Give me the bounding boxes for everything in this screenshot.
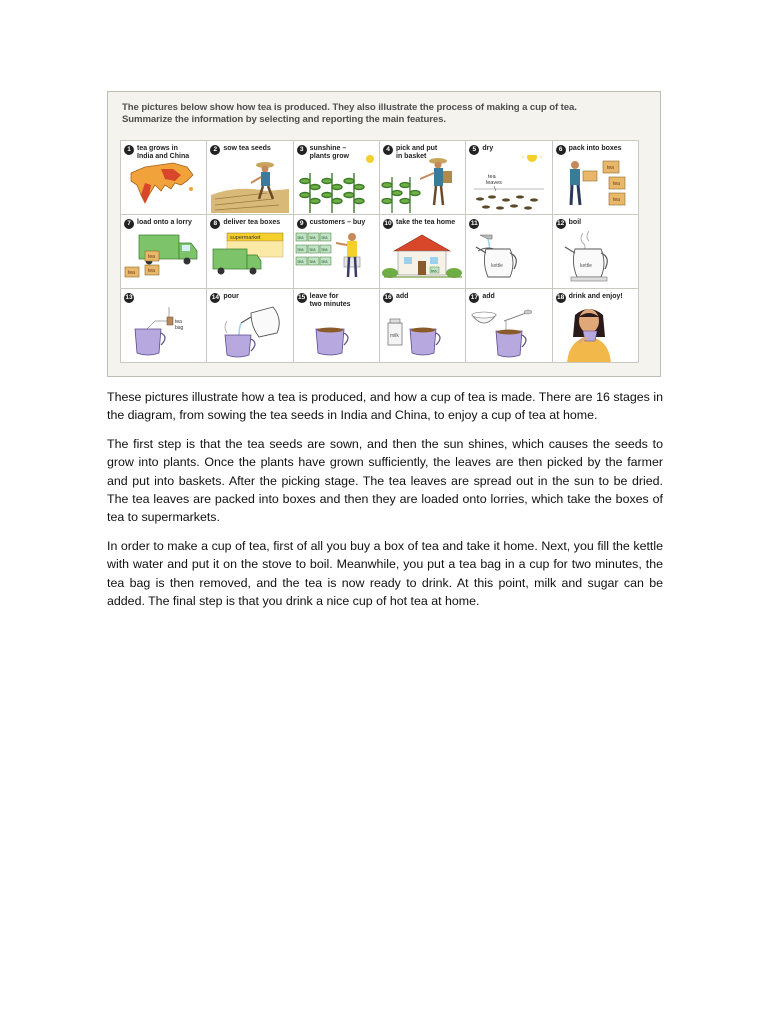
step-panel-10 bbox=[380, 215, 466, 289]
house-icon bbox=[380, 229, 466, 289]
steps-grid bbox=[120, 140, 639, 363]
step-panel-2 bbox=[207, 141, 293, 215]
step-number: 8 bbox=[210, 219, 220, 229]
step-label: tea grows in India and China bbox=[137, 145, 190, 160]
svg-text:tea: tea bbox=[309, 235, 316, 240]
step-label: pack into boxes bbox=[568, 145, 622, 152]
step-number: 16 bbox=[384, 294, 392, 301]
svg-text:milk: milk bbox=[390, 333, 399, 339]
step-panel-15 bbox=[294, 289, 380, 363]
instruction-line-2: Summarize the information by selecting and reporting the main features. bbox=[122, 114, 446, 125]
svg-text:tea: tea bbox=[431, 268, 437, 273]
shopper-icon bbox=[294, 229, 380, 289]
farmer-picking-icon bbox=[380, 155, 466, 215]
svg-text:tea: tea bbox=[321, 235, 328, 240]
step-number: 9 bbox=[297, 219, 307, 229]
step-number: 6 bbox=[556, 145, 566, 155]
essay-paragraph-1: These pictures illustrate how a tea is produced, and how a cup of tea is made. There are 16 stages in the diagram, from sowing the tea seeds in India and China, to enjoy a cup of tea at home. bbox=[107, 390, 663, 423]
step-panel-17 bbox=[466, 289, 552, 363]
step-number: 13 bbox=[125, 294, 133, 301]
woman-drinking-icon bbox=[553, 303, 639, 363]
step-label: customers – buy bbox=[309, 219, 366, 226]
kettle-boiling-icon bbox=[553, 229, 639, 289]
step-panel-6 bbox=[553, 141, 639, 215]
map-icon bbox=[121, 155, 207, 215]
figure-instructions bbox=[122, 102, 642, 126]
step-label: boil bbox=[568, 219, 582, 226]
essay-text bbox=[107, 388, 663, 620]
step-label: take the tea home bbox=[396, 219, 456, 226]
kettle-filling-icon bbox=[466, 229, 552, 289]
step-label: sunshine – plants grow bbox=[309, 145, 349, 160]
step-label: deliver tea boxes bbox=[223, 219, 281, 226]
step-number: 5 bbox=[469, 145, 479, 155]
step-label: add bbox=[396, 293, 409, 300]
svg-text:tea: tea bbox=[128, 270, 135, 276]
svg-text:tea: tea bbox=[321, 259, 328, 264]
step-panel-14 bbox=[207, 289, 293, 363]
step-number: 18 bbox=[557, 294, 565, 301]
svg-text:tea: tea bbox=[297, 247, 304, 252]
step-label: sow tea seeds bbox=[223, 145, 271, 152]
svg-text:leaves: leaves bbox=[486, 180, 503, 186]
svg-text:tea: tea bbox=[612, 181, 620, 187]
svg-text:tea: tea bbox=[309, 259, 316, 264]
step-number: 17 bbox=[470, 294, 478, 301]
step-panel-3 bbox=[294, 141, 380, 215]
step-number: 10 bbox=[384, 220, 392, 227]
sugar-cup-icon bbox=[466, 303, 552, 363]
svg-text:tea: tea bbox=[297, 235, 304, 240]
step-label: drink and enjoy! bbox=[568, 293, 623, 300]
step-panel-11 bbox=[466, 215, 552, 289]
svg-text:tea: tea bbox=[148, 254, 155, 260]
svg-text:kettle: kettle bbox=[491, 263, 504, 269]
step-number: 7 bbox=[124, 219, 134, 229]
step-panel-12 bbox=[553, 215, 639, 289]
step-number: 1 bbox=[124, 145, 134, 155]
svg-text:bag: bag bbox=[175, 325, 184, 331]
pour-kettle-icon bbox=[207, 303, 293, 363]
plants-sun-icon bbox=[294, 155, 380, 215]
step-number: 4 bbox=[383, 145, 393, 155]
step-label: leave for two minutes bbox=[309, 293, 351, 308]
step-number: 3 bbox=[297, 145, 307, 155]
step-number: 2 bbox=[210, 145, 220, 155]
drying-leaves-icon bbox=[466, 155, 552, 215]
step-number: 14 bbox=[211, 294, 219, 301]
svg-text:kettle: kettle bbox=[579, 263, 592, 269]
step-panel-1 bbox=[121, 141, 207, 215]
step-number: 12 bbox=[557, 220, 565, 227]
svg-text:tea: tea bbox=[175, 319, 182, 325]
step-number: 11 bbox=[470, 220, 478, 227]
svg-text:tea: tea bbox=[612, 197, 620, 203]
step-label: add bbox=[482, 293, 495, 300]
step-panel-13 bbox=[121, 289, 207, 363]
instruction-line-1: The pictures below show how tea is produced. They also illustrate the process of making a cup of tea. bbox=[122, 102, 577, 113]
svg-text:tea: tea bbox=[488, 174, 496, 180]
lorry-icon bbox=[121, 229, 207, 289]
step-panel-18 bbox=[553, 289, 639, 363]
step-panel-8 bbox=[207, 215, 293, 289]
step-panel-9 bbox=[294, 215, 380, 289]
supermarket-icon bbox=[207, 229, 293, 289]
svg-text:tea: tea bbox=[321, 247, 328, 252]
step-panel-16 bbox=[380, 289, 466, 363]
step-label: pick and put in basket bbox=[396, 145, 438, 160]
svg-text:tea: tea bbox=[606, 165, 614, 171]
step-number: 15 bbox=[298, 294, 306, 301]
step-panel-4 bbox=[380, 141, 466, 215]
step-label: pour bbox=[223, 293, 239, 300]
packing-boxes-icon bbox=[553, 155, 639, 215]
milk-cup-icon bbox=[380, 303, 466, 363]
svg-text:tea: tea bbox=[297, 259, 304, 264]
essay-paragraph-3: In order to make a cup of tea, first of all you buy a box of tea and take it home. Next, you fill the kettle with water and put it on the stove to boil. Meanwhile, you put a tea bag in a cup for two minutes, the tea bag is then removed, and the tea is now ready to drink. At this point, milk and sugar can be added. The final step is that you drink a nice cup of hot tea at home. bbox=[107, 538, 663, 609]
cup-teabag-icon bbox=[121, 303, 207, 363]
step-label: load onto a lorry bbox=[137, 219, 192, 226]
step-panel-7 bbox=[121, 215, 207, 289]
step-panel-5 bbox=[466, 141, 552, 215]
cup-steeping-icon bbox=[294, 303, 380, 363]
svg-text:tea: tea bbox=[148, 268, 155, 274]
svg-text:supermarket: supermarket bbox=[230, 235, 261, 241]
step-label: dry bbox=[482, 145, 494, 152]
process-figure bbox=[107, 91, 661, 377]
farmer-sowing-icon bbox=[207, 155, 293, 215]
svg-text:tea: tea bbox=[309, 247, 316, 252]
essay-paragraph-2: The first step is that the tea seeds are sown, and then the sun shines, which causes the seeds to grow into plants. Once the plants have grown sufficiently, the leaves are then picked by the farmer and put into baskets. After the picking stage. The tea leaves are spread out in the sun to be dried. The tea leaves are packed into boxes and then they are loaded onto lorries, which take the boxes of tea to supermarkets. bbox=[107, 436, 663, 525]
